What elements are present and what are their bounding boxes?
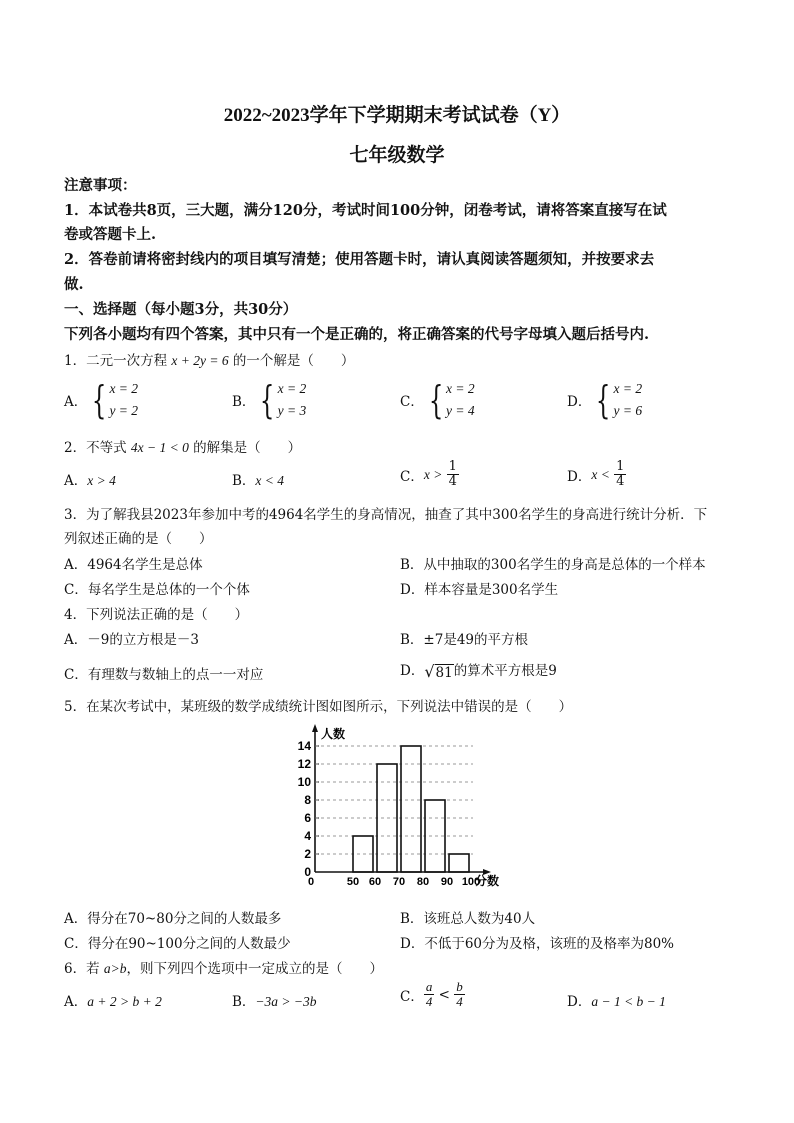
y-tick-label: 4 <box>304 829 311 843</box>
q3-option-a: A．4964名学生是总体 <box>64 557 203 573</box>
q3-option-c: C．每名学生是总体的一个个体 <box>64 582 250 598</box>
q6-option-c: C． $\frac{a}{4}$ < $\frac{b}{4}$ <box>400 979 463 1009</box>
y-axis-label: 人数 <box>321 727 346 741</box>
histogram-chart <box>285 722 525 887</box>
y-axis-arrow <box>312 724 318 732</box>
q2-option-a: A．x > 4 <box>64 473 116 489</box>
notes-item1-line1: 1．本试卷共8页，三大题，满分120分，考试时间100分钟，闭卷考试，请将答案直接写在试 <box>64 202 667 219</box>
histogram-bar <box>401 746 421 872</box>
q2-option-c: C． x > $\frac{1}{4}$ <box>400 459 457 489</box>
q4-option-d: D． √ 81 的算术平方根是9 <box>400 662 557 681</box>
q5-stem: 5．在某次考试中，某班级的数学成绩统计图如图所示，下列说法中错误的是（ ） <box>64 699 573 715</box>
q4-stem: 4．下列说法正确的是（ ） <box>64 607 249 623</box>
x-tick-label: 60 <box>368 876 382 887</box>
y-tick-label: 12 <box>297 757 311 771</box>
q3-stem-line1: 3．为了解我县2023年参加中考的4964名学生的身高情况，抽查了其中300名学生的身高进行统计分析．下 <box>64 507 708 523</box>
notes-heading: 注意事项： <box>64 177 137 194</box>
q5-option-d: D．不低于60分为及格，该班的及格率为80% <box>400 936 675 952</box>
y-tick-label: 6 <box>304 811 311 825</box>
q1-stem: 1．二元一次方程 x + 2y = 6 的一个解是（ ） <box>64 353 355 369</box>
q4-option-a: A．－9的立方根是－3 <box>64 632 199 648</box>
q5-option-b: B．该班总人数为40人 <box>400 911 536 927</box>
x-tick-label: 90 <box>440 876 454 887</box>
q3-stem-line2: 列叙述正确的是（ ） <box>64 531 213 547</box>
q3-option-d: D．样本容量是300名学生 <box>400 582 559 598</box>
exam-subtitle: 七年级数学 <box>349 145 445 166</box>
x-tick-label: 100 <box>461 876 481 887</box>
q6-option-b: B．−3a > −3b <box>232 994 317 1010</box>
y-tick-label: 0 <box>304 865 311 879</box>
q1-option-a: A． { x = 2 y = 2 <box>64 378 139 422</box>
notes-item2-line2: 做. <box>64 276 84 293</box>
q3-option-b: B．从中抽取的300名学生的身高是总体的一个样本 <box>400 557 706 573</box>
x-tick-label: 80 <box>416 876 430 887</box>
y-tick-label: 10 <box>297 775 311 789</box>
y-tick-label: 14 <box>297 739 311 753</box>
histogram-bar <box>449 854 469 872</box>
q1-option-d: D． { x = 2 y = 6 <box>567 378 643 422</box>
section1-heading: 一、选择题（每小题3分，共30分） <box>64 301 298 318</box>
y-tick-label: 8 <box>304 793 311 807</box>
exam-title: 2022~2023学年下学期期末考试试卷（Y） <box>223 105 571 126</box>
x-tick-label: 70 <box>392 876 406 887</box>
y-tick-label: 2 <box>304 847 311 861</box>
notes-item2-line1: 2．答卷前请将密封线内的项目填写清楚；使用答题卡时，请认真阅读答题须知，并按要求去 <box>64 251 655 268</box>
q4-option-c: C．有理数与数轴上的点一一对应 <box>64 667 264 683</box>
q1-option-c: C． { x = 2 y = 4 <box>400 378 475 422</box>
notes-item1-line2: 卷或答题卡上. <box>64 226 157 243</box>
q2-option-b: B．x < 4 <box>232 473 285 489</box>
q5-option-c: C．得分在90~100分之间的人数最少 <box>64 936 291 952</box>
x-tick-label: 0 <box>307 876 315 887</box>
q1-option-b: B． { x = 2 y = 3 <box>232 378 307 422</box>
x-tick-label: 50 <box>346 876 360 887</box>
q4-option-b: B．±7是49的平方根 <box>400 632 528 648</box>
section1-instructions: 下列各小题均有四个答案，其中只有一个是正确的，将正确答案的代号字母填入题后括号内. <box>64 326 650 343</box>
q2-option-d: D． x < $\frac{1}{4}$ <box>567 459 625 489</box>
q6-stem: 6．若 a>b，则下列四个选项中一定成立的是（ ） <box>64 961 384 977</box>
x-axis-label: 分数 <box>475 874 500 887</box>
q6-option-a: A．a + 2 > b + 2 <box>64 994 162 1010</box>
q5-option-a: A．得分在70~80分之间的人数最多 <box>64 911 282 927</box>
q2-stem: 2．不等式 4x − 1 < 0 的解集是（ ） <box>64 440 302 456</box>
q6-option-d: D．a − 1 < b − 1 <box>567 994 666 1010</box>
